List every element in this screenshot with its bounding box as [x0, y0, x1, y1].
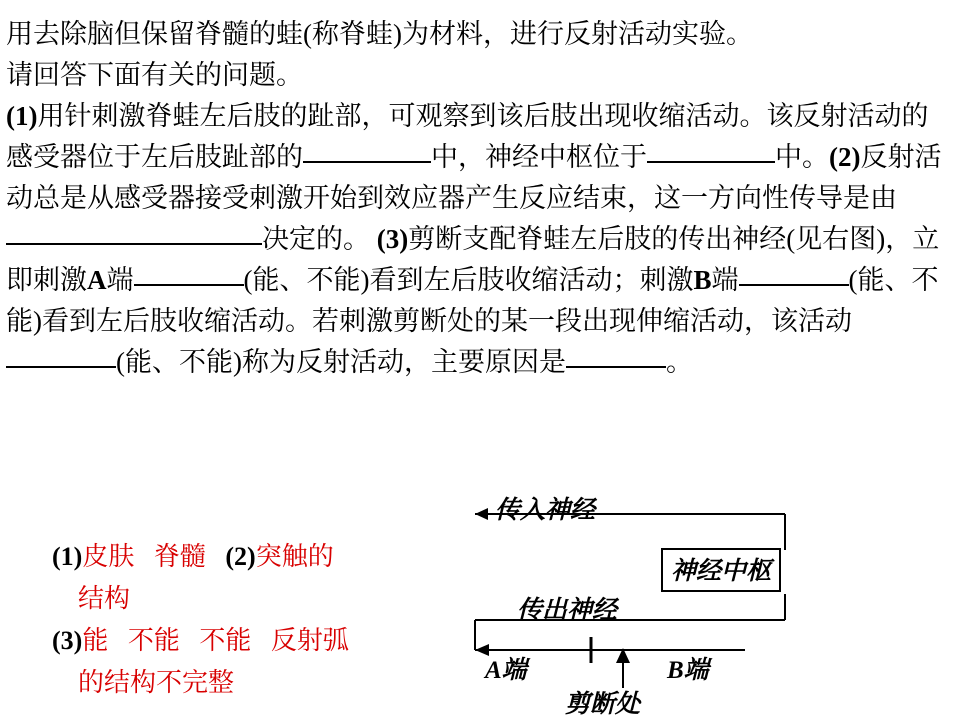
answer-3-a: 能	[82, 626, 109, 655]
question-1	[6, 96, 954, 383]
answer-1-b: 脊髓	[153, 542, 206, 571]
q2-label: (2)	[829, 142, 861, 172]
q3-text-f: (能、不能)称为反射活动，主要原因是	[116, 347, 566, 377]
answer-3-label: (3)	[52, 626, 83, 655]
answer-2-a: 突触的	[255, 542, 334, 571]
q1-label: (1)	[6, 101, 38, 131]
q3-text-b: 端	[106, 265, 134, 295]
intro-line-1: 用去除脑但保留脊髓的蛙(称脊蛙)为材料，进行反射活动实验。	[6, 19, 753, 49]
label-cut-point: 剪断处	[565, 691, 641, 718]
q3-blank-1	[134, 284, 244, 286]
q1-text-a: 用针刺激脊蛙左后肢的趾部，可观察到该后肢出现收缩活动。该反射活动的感受器位于左后肢趾部的	[6, 101, 929, 172]
answer-line-4	[52, 662, 472, 704]
q3-text-c: (能、不能)看到左后肢收缩活动；刺激	[243, 265, 694, 295]
answer-1-label: (1)	[52, 542, 83, 571]
answer-1-a: 皮肤	[82, 542, 135, 571]
intro-line-2: 请回答下面有关的问题。	[6, 60, 303, 90]
answer-3-b: 不能	[127, 626, 180, 655]
answer-3-c: 不能	[199, 626, 252, 655]
answer-block	[52, 536, 472, 704]
q3-blank-3	[6, 366, 116, 368]
q1-blank-2	[647, 161, 775, 163]
answer-line-3	[52, 620, 472, 662]
answer-3-e: 的结构不完整	[78, 668, 235, 697]
q3-text-e: (能、不能)看到左后肢收缩活动。若刺激剪断处的某一段出现伸缩活动，该活动	[6, 265, 939, 336]
q1-blank-1	[303, 161, 431, 163]
answer-2-b: 结构	[78, 584, 131, 613]
q2-blank-1	[6, 243, 262, 245]
answer-3-d: 反射弧	[270, 626, 349, 655]
q3-label: (3)	[376, 224, 409, 254]
q3-text-a: 剪断支配脊蛙左后肢的传出神经(见右图)，立即刺激	[6, 224, 940, 295]
q1-text-c: 中。	[775, 142, 829, 172]
q3-text-d: 端	[711, 265, 739, 295]
label-b-end: B端	[667, 657, 709, 684]
q3-blank-2	[739, 284, 849, 286]
question-text-block	[6, 14, 954, 383]
answer-line-2	[52, 578, 472, 620]
q1-text-b: 中，神经中枢位于	[431, 142, 647, 172]
label-nerve-center: 神经中枢	[661, 548, 781, 592]
q3-text-g: 。	[665, 347, 693, 377]
q3-a-letter: A	[87, 265, 107, 295]
answer-line-1	[52, 536, 472, 578]
label-a-end: A端	[485, 657, 527, 684]
q3-b-letter: B	[693, 265, 712, 295]
label-afferent-nerve: 传入神经	[495, 497, 596, 524]
q2-text-a: 反射活动总是从感受器接受刺激开始到效应器产生反应结束，这一方向性传导是由	[6, 142, 942, 213]
q3-blank-4	[566, 366, 666, 368]
reflex-arc-diagram	[455, 497, 955, 718]
answer-2-label: (2)	[225, 542, 256, 571]
q2-text-b: 决定的。	[262, 224, 370, 254]
label-efferent-nerve: 传出神经	[517, 597, 618, 624]
